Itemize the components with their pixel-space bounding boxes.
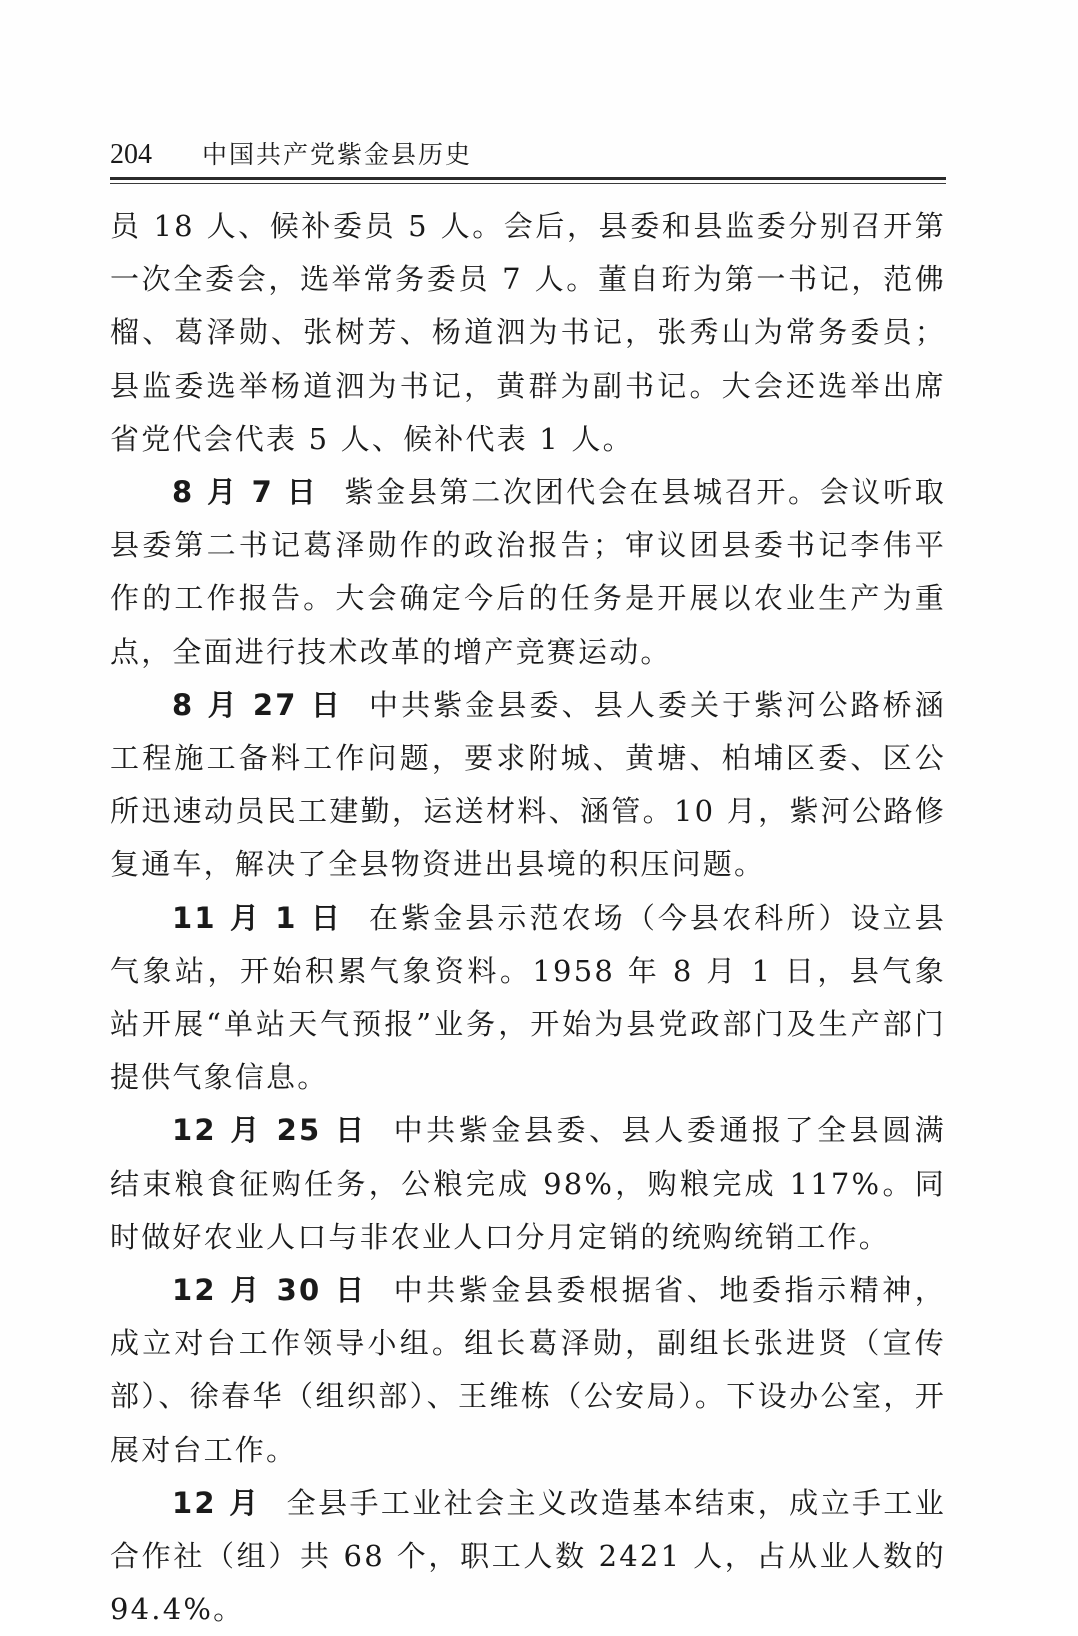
entry-date: 12 月 [172,1485,261,1520]
header-rule-thin [110,183,946,184]
entry-date: 12 月 30 日 [172,1273,368,1308]
chronicle-entry [110,892,946,1105]
paragraph-text: 员 18 人、候补委员 5 人。会后，县委和县监委分别召开第一次全委会，选举常务委员 7 人。董自珩为第一书记，范佛榴、葛泽勋、张树芳、杨道泗为书记，张秀山为常务委员；县监委选举杨道泗为书记，黄群为副书记。大会还选举出席省党代会代表 5 人、候补代表 1 人。 [110,209,946,456]
entry-text: 在紫金县示范农场（今县农科所）设立县气象站，开始积累气象资料。1958 年 8 月 1 日，县气象站开展“单站天气预报”业务，开始为县党政部门及生产部门提供气象信息。 [110,900,946,1095]
header-rule-thick [110,177,946,180]
body-text [110,200,946,1636]
chronicle-entry [110,1264,946,1477]
entry-date: 8 月 7 日 [172,475,319,510]
chronicle-entry [110,1104,946,1264]
book-title: 中国共产党紫金县历史 [202,140,473,169]
entry-date: 12 月 25 日 [172,1113,368,1148]
entry-text: 中共紫金县委根据省、地委指示精神，成立对台工作领导小组。组长葛泽勋，副组长张进贤（宣传部）、徐春华（组织部）、王维栋（公安局）。下设办公室，开展对台工作。 [110,1273,946,1467]
entry-text: 紫金县第二次团代会在县城召开。会议听取县委第二书记葛泽勋作的政治报告；审议团县委书记李伟平作的工作报告。大会确定今后的任务是开展以农业生产为重点，全面进行技术改革的增产竞赛运动。 [110,475,946,669]
entry-date: 11 月 1 日 [172,900,343,935]
chronicle-entry [110,679,946,892]
page-number: 204 [110,139,152,170]
entry-text: 中共紫金县委、县人委通报了全县圆满结束粮食征购任务，公粮完成 98%，购粮完成 117%。同时做好农业人口与非农业人口分月定销的统购统销工作。 [110,1113,946,1254]
running-header [110,135,946,175]
entry-text: 全县手工业社会主义改造基本结束，成立手工业合作社（组）共 68 个，职工人数 2421 人，占从业人数的 94.4%。 [110,1485,946,1627]
chronicle-entry [110,466,946,679]
entry-date: 8 月 27 日 [172,687,343,722]
paragraph-continuation [110,200,946,466]
entry-text: 中共紫金县委、县人委关于紫河公路桥涵工程施工备料工作问题，要求附城、黄塘、柏埔区委、区公所迅速动员民工建勤，运送材料、涵管。10 月，紫河公路修复通车，解决了全县物资进出县境的积压问题。 [110,687,946,882]
chronicle-entry [110,1477,946,1636]
